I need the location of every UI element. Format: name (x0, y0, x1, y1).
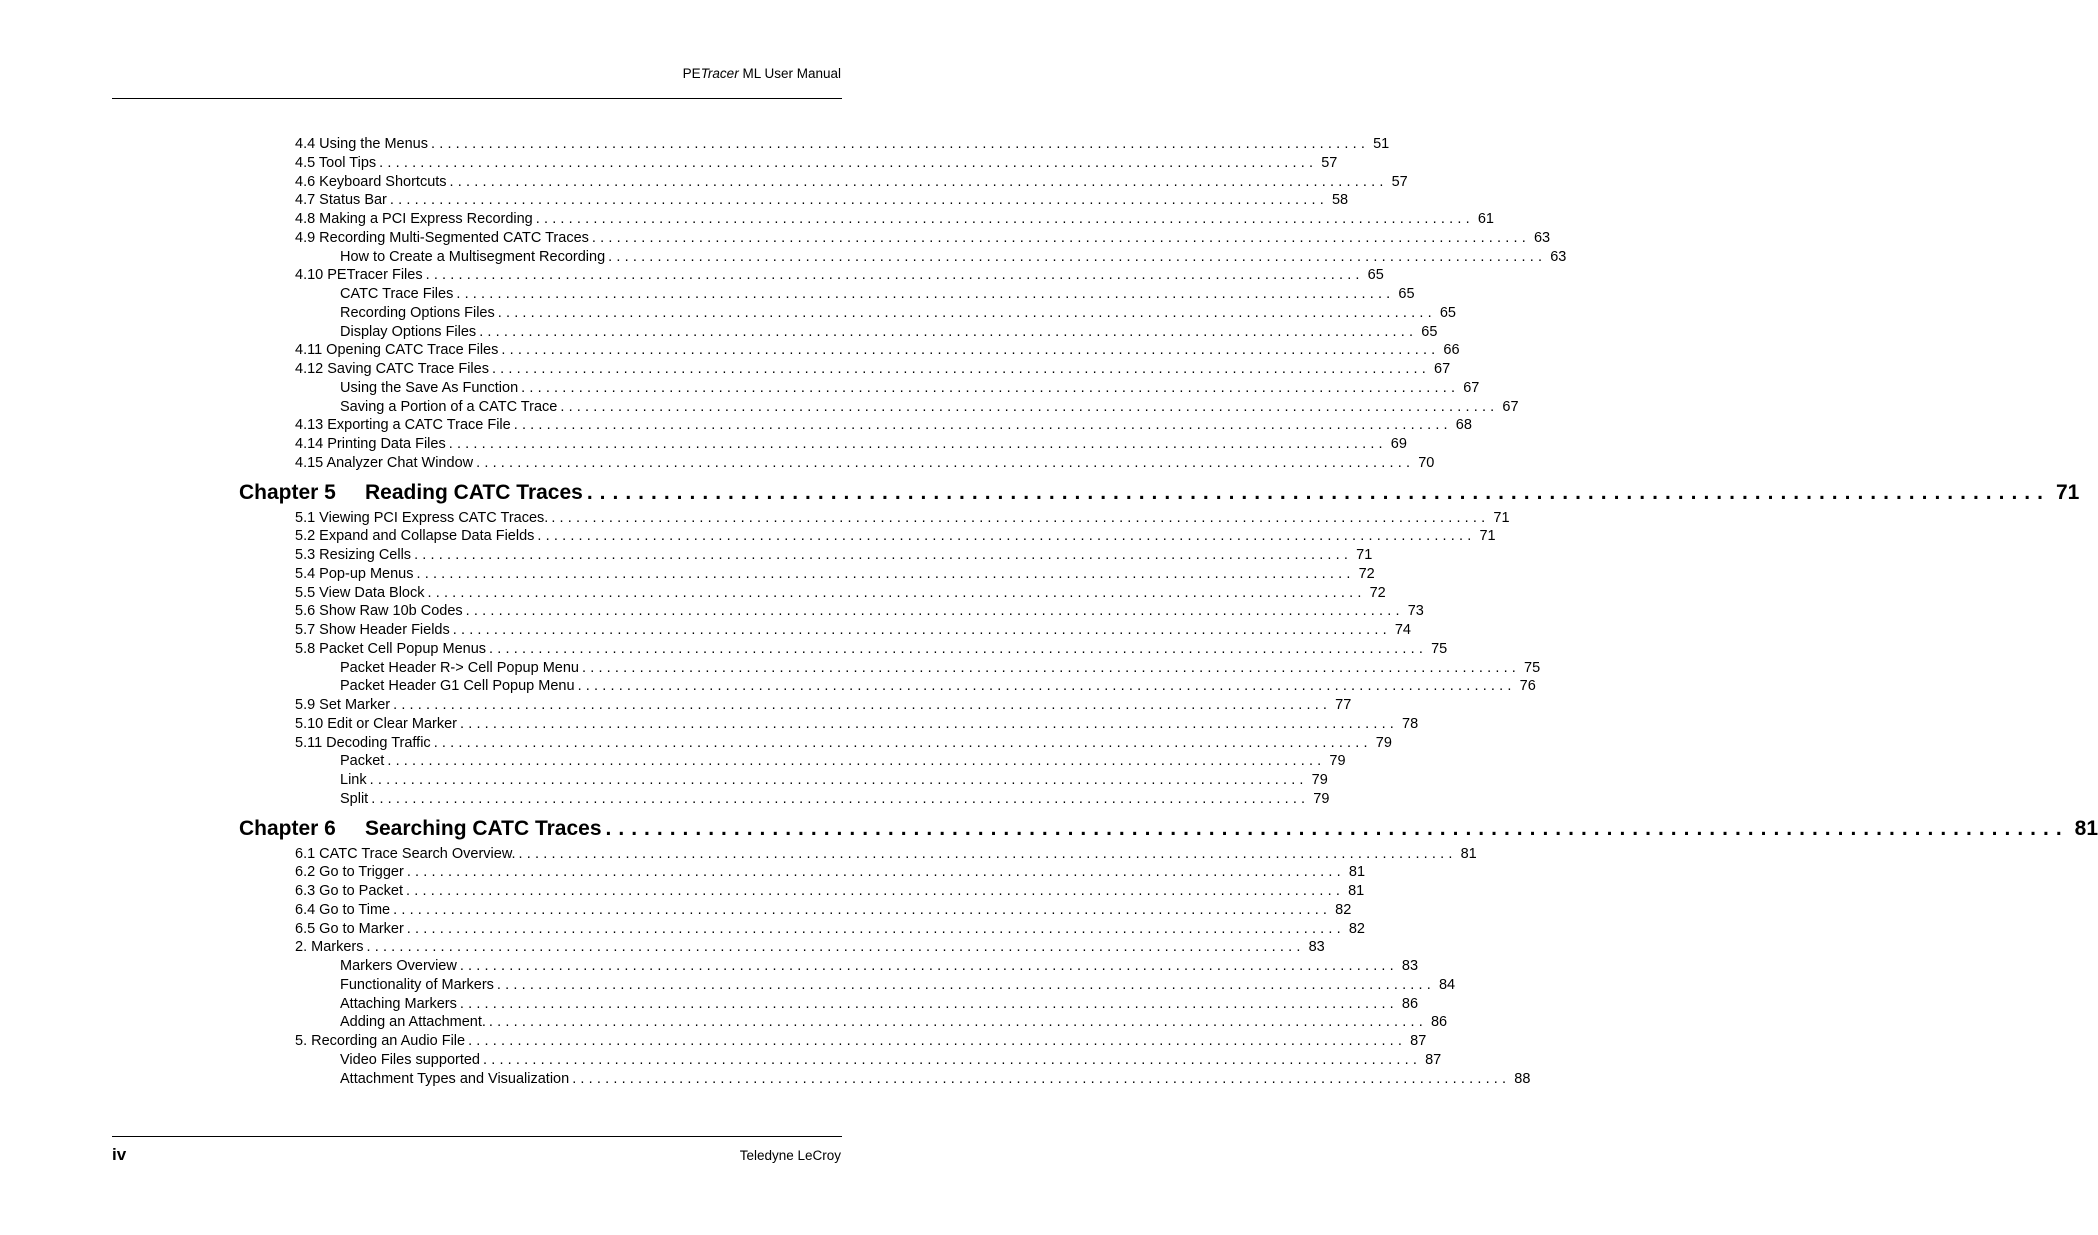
entry-page-number: 71 (1479, 528, 1496, 544)
entry-title: Display Options Files (340, 324, 477, 340)
chapter-title: Searching CATC Traces (365, 817, 602, 840)
entry-title: 5.6 Show Raw 10b Codes (295, 603, 463, 619)
entry-page-number: 82 (1335, 902, 1352, 918)
toc-subentry[interactable] (340, 398, 1519, 417)
toc-entry[interactable] (295, 527, 1496, 546)
toc-entry[interactable] (295, 920, 1365, 939)
footer-page-number: iv (112, 1145, 127, 1164)
dot-leader: .................................................................................................................. (369, 772, 1308, 788)
entry-title: 6.1 CATC Trace Search Overview. (295, 846, 516, 862)
toc-chapter-heading[interactable] (239, 816, 2098, 842)
entry-page-number: 63 (1533, 230, 1551, 246)
toc-subentry[interactable] (340, 752, 1346, 771)
entry-title: Attaching Markers (340, 996, 457, 1012)
entry-title: 4.5 Tool Tips (295, 155, 377, 171)
entry-title: Markers Overview (340, 958, 457, 974)
dot-leader: .................................................................................................................. (572, 1071, 1511, 1087)
entry-page-number: 78 (1402, 716, 1419, 732)
toc-entry[interactable] (295, 360, 1451, 379)
toc-entry[interactable] (295, 229, 1551, 248)
dot-leader: .................................................................................................................. (389, 192, 1328, 208)
dot-leader: .................................................................................................................. (465, 603, 1404, 619)
dot-leader: .................................................................................................................. (433, 735, 1372, 751)
entry-page-number: 70 (1418, 455, 1435, 471)
entry-page-number: 67 (1463, 380, 1480, 396)
toc-subentry[interactable] (340, 790, 1330, 809)
entry-page-number: 87 (1410, 1033, 1427, 1049)
entry-title: 6.5 Go to Marker (295, 921, 404, 937)
entry-title: Using the Save As Function (340, 380, 519, 396)
entry-title: Video Files supported (340, 1052, 480, 1068)
dot-leader: .................................................................................................................. (483, 1052, 1422, 1068)
dot-leader: .................................................................................................................. (459, 716, 1399, 732)
toc-subentry[interactable] (340, 285, 1415, 304)
toc-entry[interactable] (295, 602, 1424, 621)
entry-title: 4.6 Keyboard Shortcuts (295, 174, 447, 190)
entry-title: Link (340, 772, 367, 788)
toc-subentry[interactable] (340, 1070, 1531, 1089)
header-title-italic: Tracer (700, 66, 739, 81)
entry-title: 5.5 View Data Block (295, 585, 425, 601)
dot-leader: .................................................................................................................. (491, 361, 1431, 377)
dot-leader: .................................................................................................................. (518, 846, 1457, 862)
entry-page-number: 79 (1313, 791, 1330, 807)
dot-leader: .................................................................................................................. (513, 417, 1452, 433)
chapter-page-number: 81 (2074, 817, 2098, 840)
dot-leader: .................................................................................................................. (560, 399, 1499, 415)
toc-entry[interactable] (295, 565, 1375, 584)
entry-title: 2. Markers (295, 939, 364, 955)
dot-leader: .................................................................................................................. (393, 902, 1332, 918)
header-title-suffix: ML User Manual (738, 66, 841, 81)
dot-leader: .................................................................................................................. (366, 939, 1305, 955)
toc-subentry[interactable] (340, 995, 1419, 1014)
dot-leader: .................................................................................................................. (414, 547, 1353, 563)
dot-leader: .................................................................................................................. (535, 211, 1474, 227)
entry-title: Adding an Attachment. (340, 1014, 486, 1030)
toc-entry[interactable] (295, 154, 1338, 173)
entry-title: 6.3 Go to Packet (295, 883, 404, 899)
entry-title: 5.7 Show Header Fields (295, 622, 450, 638)
entry-page-number: 79 (1329, 753, 1346, 769)
entry-page-number: 51 (1373, 136, 1390, 152)
toc-entry[interactable] (295, 509, 1510, 528)
dot-leader: .................................................................................................................. (551, 510, 1490, 526)
entry-page-number: 75 (1431, 641, 1448, 657)
entry-page-number: 77 (1335, 697, 1352, 713)
entry-title: 4.7 Status Bar (295, 192, 387, 208)
entry-title: 4.11 Opening CATC Trace Files (295, 342, 499, 358)
toc-subentry[interactable] (340, 1013, 1448, 1032)
toc-subentry[interactable] (340, 248, 1567, 267)
entry-title: 5.2 Expand and Collapse Data Fields (295, 528, 535, 544)
entry-title: Packet Header R-> Cell Popup Menu (340, 660, 579, 676)
entry-title: 4.12 Saving CATC Trace Files (295, 361, 489, 377)
toc-entry[interactable] (295, 435, 1407, 454)
entry-page-number: 84 (1438, 977, 1456, 993)
dot-leader: .................................................................................................................. (586, 481, 2050, 504)
toc-subentry[interactable] (340, 304, 1456, 323)
toc-entry[interactable] (295, 901, 1352, 920)
toc-entry[interactable] (295, 191, 1349, 210)
dot-leader: .................................................................................................................. (476, 455, 1415, 471)
entry-page-number: 63 (1550, 249, 1567, 265)
entry-page-number: 86 (1430, 1014, 1448, 1030)
dot-leader: .................................................................................................................. (468, 1033, 1407, 1049)
dot-leader: .................................................................................................................. (496, 977, 1435, 993)
toc-entry[interactable] (295, 266, 1384, 285)
dot-leader: .................................................................................................................. (387, 753, 1326, 769)
entry-page-number: 67 (1434, 361, 1451, 377)
toc-subentry[interactable] (340, 659, 1541, 678)
entry-page-number: 79 (1375, 735, 1392, 751)
entry-title: 5.3 Resizing Cells (295, 547, 412, 563)
entry-page-number: 66 (1443, 342, 1460, 358)
toc-entry[interactable] (295, 546, 1373, 565)
dot-leader: .................................................................................................................. (371, 791, 1310, 807)
entry-page-number: 86 (1401, 996, 1419, 1012)
entry-title: 5.9 Set Marker (295, 697, 391, 713)
dot-leader: .................................................................................................................. (379, 155, 1318, 171)
entry-page-number: 73 (1407, 603, 1424, 619)
dot-leader: .................................................................................................................. (608, 249, 1547, 265)
entry-page-number: 71 (1356, 547, 1373, 563)
toc-entry[interactable] (295, 621, 1411, 640)
toc-subentry[interactable] (340, 957, 1419, 976)
entry-title: 4.15 Analyzer Chat Window (295, 455, 474, 471)
toc-subentry[interactable] (340, 976, 1456, 995)
dot-leader: .................................................................................................................. (501, 342, 1440, 358)
entry-page-number: 65 (1398, 286, 1415, 302)
toc-entry[interactable] (295, 863, 1366, 882)
entry-page-number: 72 (1369, 585, 1386, 601)
toc-entry[interactable] (295, 715, 1419, 734)
entry-page-number: 65 (1421, 324, 1438, 340)
entry-title: 4.4 Using the Menus (295, 136, 428, 152)
dot-leader: .................................................................................................................. (459, 958, 1398, 974)
toc-entry[interactable] (295, 416, 1472, 435)
entry-page-number: 88 (1514, 1071, 1531, 1087)
entry-title: Packet Header G1 Cell Popup Menu (340, 678, 575, 694)
dot-leader: .................................................................................................................. (406, 921, 1345, 937)
entry-title: Attachment Types and Visualization (340, 1071, 570, 1087)
entry-page-number: 83 (1308, 939, 1325, 955)
dot-leader: .................................................................................................................. (393, 697, 1332, 713)
toc-entry[interactable] (295, 882, 1365, 901)
toc-entry[interactable] (295, 341, 1460, 360)
entry-title: Functionality of Markers (340, 977, 494, 993)
entry-page-number: 75 (1524, 660, 1541, 676)
toc-subentry[interactable] (340, 771, 1328, 790)
dot-leader: .................................................................................................................. (416, 566, 1355, 582)
entry-title: 4.13 Exporting a CATC Trace File (295, 417, 511, 433)
entry-page-number: 57 (1321, 155, 1338, 171)
toc-entry[interactable] (295, 1032, 1427, 1051)
dot-leader: .................................................................................................................. (605, 817, 2069, 840)
toc-entry[interactable] (295, 640, 1448, 659)
entry-title: 6.4 Go to Time (295, 902, 391, 918)
entry-page-number: 69 (1390, 436, 1407, 452)
dot-leader: .................................................................................................................. (521, 380, 1460, 396)
entry-title: Split (340, 791, 369, 807)
dot-leader: .................................................................................................................. (489, 641, 1428, 657)
entry-title: 5.11 Decoding Traffic (295, 735, 431, 751)
dot-leader: .................................................................................................................. (448, 436, 1387, 452)
toc-entry[interactable] (295, 696, 1352, 715)
dot-leader: .................................................................................................................. (431, 136, 1370, 152)
entry-page-number: 67 (1502, 399, 1519, 415)
entry-page-number: 81 (1348, 864, 1366, 880)
entry-page-number: 57 (1391, 174, 1408, 190)
entry-page-number: 79 (1311, 772, 1328, 788)
dot-leader: .................................................................................................................. (406, 864, 1345, 880)
entry-page-number: 74 (1394, 622, 1411, 638)
entry-title: 4.8 Making a PCI Express Recording (295, 211, 533, 227)
footer-rule (112, 1136, 842, 1137)
entry-title: 6.2 Go to Trigger (295, 864, 404, 880)
dot-leader: .................................................................................................................. (427, 585, 1366, 601)
entry-page-number: 71 (1493, 510, 1510, 526)
entry-title: 5. Recording an Audio File (295, 1033, 466, 1049)
entry-title: Recording Options Files (340, 305, 495, 321)
dot-leader: .................................................................................................................. (449, 174, 1388, 190)
entry-title: Packet (340, 753, 385, 769)
dot-leader: .................................................................................................................. (537, 528, 1476, 544)
toc-entry[interactable] (295, 210, 1494, 229)
dot-leader: .................................................................................................................. (497, 305, 1436, 321)
dot-leader: .................................................................................................................. (406, 883, 1345, 899)
entry-title: 5.8 Packet Cell Popup Menus (295, 641, 487, 657)
dot-leader: .................................................................................................................. (425, 267, 1364, 283)
entry-page-number: 81 (1460, 846, 1477, 862)
entry-page-number: 83 (1401, 958, 1419, 974)
entry-page-number: 61 (1477, 211, 1494, 227)
entry-title: 5.1 Viewing PCI Express CATC Traces. (295, 510, 549, 526)
chapter-page-number: 71 (2055, 481, 2080, 504)
dot-leader: .................................................................................................................. (456, 286, 1395, 302)
entry-title: CATC Trace Files (340, 286, 454, 302)
entry-page-number: 87 (1425, 1052, 1442, 1068)
toc-chapter-heading[interactable] (239, 480, 2080, 506)
toc-entry[interactable] (295, 584, 1386, 603)
dot-leader: .................................................................................................................. (459, 996, 1398, 1012)
chapter-title: Reading CATC Traces (365, 481, 583, 504)
entry-title: 4.14 Printing Data Files (295, 436, 446, 452)
entry-title: Saving a Portion of a CATC Trace (340, 399, 558, 415)
chapter-number: Chapter 6 (239, 817, 336, 840)
dot-leader: .................................................................................................................. (591, 230, 1530, 246)
toc-subentry[interactable] (340, 1051, 1442, 1070)
toc-subentry[interactable] (340, 379, 1480, 398)
dot-leader: .................................................................................................................. (581, 660, 1521, 676)
toc-entry[interactable] (295, 135, 1390, 154)
header-title-prefix: PE (682, 66, 701, 81)
dot-leader: .................................................................................................................. (577, 678, 1516, 694)
dot-leader: .................................................................................................................. (488, 1014, 1427, 1030)
entry-title: 5.4 Pop-up Menus (295, 566, 414, 582)
dot-leader: .................................................................................................................. (479, 324, 1418, 340)
entry-title: 4.9 Recording Multi-Segmented CATC Traces (295, 230, 589, 246)
entry-page-number: 72 (1358, 566, 1375, 582)
entry-page-number: 65 (1367, 267, 1384, 283)
toc-entry[interactable] (295, 845, 1477, 864)
entry-page-number: 76 (1519, 678, 1536, 694)
toc-entry[interactable] (295, 173, 1408, 192)
toc-subentry[interactable] (340, 677, 1536, 696)
dot-leader: .................................................................................................................. (452, 622, 1391, 638)
toc-entry[interactable] (295, 734, 1392, 753)
entry-page-number: 81 (1348, 883, 1365, 899)
entry-title: How to Create a Multisegment Recording (340, 249, 606, 265)
chapter-number: Chapter 5 (239, 481, 336, 504)
entry-page-number: 82 (1348, 921, 1365, 937)
toc-subentry[interactable] (340, 323, 1438, 342)
entry-title: 5.10 Edit or Clear Marker (295, 716, 457, 732)
entry-title: 4.10 PETracer Files (295, 267, 423, 283)
toc-entry[interactable] (295, 454, 1435, 473)
toc-entry[interactable] (295, 938, 1325, 957)
entry-page-number: 58 (1331, 192, 1349, 208)
footer-company: Teledyne LeCroy (739, 1148, 841, 1163)
entry-page-number: 68 (1455, 417, 1472, 433)
entry-page-number: 65 (1439, 305, 1456, 321)
